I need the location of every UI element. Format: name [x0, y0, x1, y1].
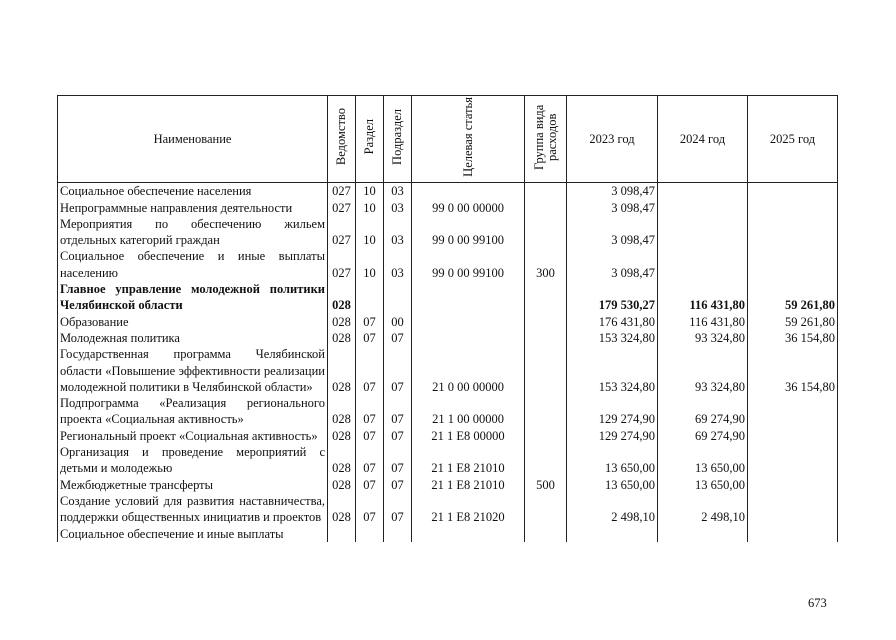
table-row: [58, 183, 838, 200]
cell-target: 99 0 00 99100: [412, 216, 525, 249]
cell-2024: 13 650,00: [658, 444, 748, 477]
table-row: [58, 395, 838, 428]
cell-dept: 028: [328, 395, 356, 428]
cell-name: Непрограммные направления деятельности: [58, 200, 328, 216]
table-row: [58, 428, 838, 444]
cell-2023: [567, 526, 658, 542]
cell-expense-group: [525, 395, 567, 428]
cell-2023: 3 098,47: [567, 200, 658, 216]
cell-subsection: [384, 526, 412, 542]
cell-name: Социальное обеспечение и иные выплаты: [58, 526, 328, 542]
cell-2023: 13 650,00: [567, 444, 658, 477]
cell-expense-group: 500: [525, 477, 567, 493]
cell-dept: 028: [328, 281, 356, 314]
cell-dept: 028: [328, 346, 356, 395]
table-row: [58, 346, 838, 395]
cell-name: Государственная программа Челябинской области «Повышение эффективности реализации молодежной политики в Челябинской области»: [58, 346, 328, 395]
cell-2025: [748, 493, 838, 526]
cell-2025: [748, 428, 838, 444]
cell-2024: [658, 526, 748, 542]
header-2023: 2023 год: [567, 96, 658, 183]
cell-section: 07: [356, 493, 384, 526]
cell-target: 21 1 E8 21020: [412, 493, 525, 526]
cell-2025: [748, 395, 838, 428]
cell-2025: 59 261,80: [748, 314, 838, 330]
cell-subsection: 07: [384, 330, 412, 346]
cell-2024: 116 431,80: [658, 281, 748, 314]
cell-section: [356, 281, 384, 314]
cell-expense-group: [525, 200, 567, 216]
cell-dept: 027: [328, 200, 356, 216]
cell-subsection: 07: [384, 493, 412, 526]
cell-2024: 13 650,00: [658, 477, 748, 493]
cell-target: 21 0 00 00000: [412, 346, 525, 395]
table-row: [58, 248, 838, 281]
cell-2024: [658, 200, 748, 216]
cell-section: 10: [356, 183, 384, 200]
cell-2023: 3 098,47: [567, 248, 658, 281]
cell-target: 99 0 00 00000: [412, 200, 525, 216]
cell-dept: 027: [328, 248, 356, 281]
cell-target: [412, 314, 525, 330]
cell-subsection: 07: [384, 444, 412, 477]
cell-expense-group: [525, 314, 567, 330]
table-row: [58, 493, 838, 526]
cell-target: [412, 183, 525, 200]
cell-expense-group: [525, 493, 567, 526]
table-row: [58, 477, 838, 493]
cell-expense-group: [525, 330, 567, 346]
cell-2025: [748, 444, 838, 477]
cell-dept: 028: [328, 428, 356, 444]
cell-name: Молодежная политика: [58, 330, 328, 346]
header-dept: Ведомство: [328, 96, 356, 183]
header-2024: 2024 год: [658, 96, 748, 183]
cell-2025: [748, 200, 838, 216]
cell-target: [412, 281, 525, 314]
cell-dept: 028: [328, 330, 356, 346]
cell-target: 21 1 E8 21010: [412, 477, 525, 493]
cell-name: Мероприятия по обеспечению жильем отдельных категорий граждан: [58, 216, 328, 249]
budget-table: [57, 95, 838, 542]
cell-subsection: [384, 281, 412, 314]
cell-subsection: 03: [384, 216, 412, 249]
cell-dept: 028: [328, 477, 356, 493]
cell-section: 10: [356, 200, 384, 216]
header-2025: 2025 год: [748, 96, 838, 183]
cell-target: 99 0 00 99100: [412, 248, 525, 281]
cell-2024: 93 324,80: [658, 330, 748, 346]
cell-2025: 36 154,80: [748, 330, 838, 346]
cell-2025: [748, 216, 838, 249]
cell-2024: 2 498,10: [658, 493, 748, 526]
cell-name: Создание условий для развития наставничества, поддержки общественных инициатив и проектов: [58, 493, 328, 526]
cell-name: Региональный проект «Социальная активность»: [58, 428, 328, 444]
cell-subsection: 00: [384, 314, 412, 330]
page-number: 673: [808, 596, 827, 610]
cell-2023: 153 324,80: [567, 346, 658, 395]
cell-expense-group: [525, 526, 567, 542]
cell-section: 07: [356, 428, 384, 444]
cell-expense-group: [525, 346, 567, 395]
cell-section: 07: [356, 477, 384, 493]
cell-expense-group: [525, 216, 567, 249]
cell-name: Образование: [58, 314, 328, 330]
cell-2023: 2 498,10: [567, 493, 658, 526]
cell-dept: 028: [328, 444, 356, 477]
cell-expense-group: [525, 183, 567, 200]
cell-subsection: 07: [384, 477, 412, 493]
cell-name: Межбюджетные трансферты: [58, 477, 328, 493]
cell-dept: 028: [328, 493, 356, 526]
table-row: [58, 216, 838, 249]
header-expense-group: Группа вида расходов: [525, 96, 567, 183]
cell-2024: [658, 248, 748, 281]
cell-target: [412, 330, 525, 346]
cell-2025: [748, 477, 838, 493]
cell-subsection: 03: [384, 248, 412, 281]
header-subsection: Подраздел: [384, 96, 412, 183]
cell-section: 10: [356, 216, 384, 249]
cell-expense-group: [525, 281, 567, 314]
cell-name: Организация и проведение мероприятий с детьми и молодежью: [58, 444, 328, 477]
cell-section: 07: [356, 346, 384, 395]
cell-2023: 129 274,90: [567, 428, 658, 444]
cell-target: 21 1 E8 21010: [412, 444, 525, 477]
cell-subsection: 03: [384, 183, 412, 200]
cell-2023: 153 324,80: [567, 330, 658, 346]
header-target: Целевая статья: [412, 96, 525, 183]
cell-2023: 179 530,27: [567, 281, 658, 314]
cell-expense-group: [525, 444, 567, 477]
table-row: [58, 200, 838, 216]
cell-name: Подпрограмма «Реализация регионального проекта «Социальная активность»: [58, 395, 328, 428]
cell-2024: 69 274,90: [658, 395, 748, 428]
table-row: [58, 444, 838, 477]
cell-name: Социальное обеспечение населения: [58, 183, 328, 200]
cell-section: 07: [356, 314, 384, 330]
cell-name: Социальное обеспечение и иные выплаты населению: [58, 248, 328, 281]
header-name: Наименование: [58, 96, 328, 183]
cell-2024: 69 274,90: [658, 428, 748, 444]
cell-2023: 3 098,47: [567, 216, 658, 249]
cell-2025: 36 154,80: [748, 346, 838, 395]
cell-dept: 027: [328, 216, 356, 249]
cell-2025: [748, 183, 838, 200]
cell-section: 10: [356, 248, 384, 281]
cell-2023: 129 274,90: [567, 395, 658, 428]
cell-expense-group: 300: [525, 248, 567, 281]
table-row: [58, 330, 838, 346]
cell-dept: [328, 526, 356, 542]
cell-section: [356, 526, 384, 542]
cell-dept: 027: [328, 183, 356, 200]
cell-section: 07: [356, 330, 384, 346]
cell-2023: 13 650,00: [567, 477, 658, 493]
cell-subsection: 03: [384, 200, 412, 216]
table-header-row: [58, 96, 838, 183]
cell-expense-group: [525, 428, 567, 444]
cell-dept: 028: [328, 314, 356, 330]
cell-target: [412, 526, 525, 542]
table-row: [58, 314, 838, 330]
cell-2025: [748, 248, 838, 281]
cell-subsection: 07: [384, 428, 412, 444]
cell-2024: [658, 183, 748, 200]
cell-section: 07: [356, 444, 384, 477]
cell-2025: [748, 526, 838, 542]
cell-name: Главное управление молодежной политики Челябинской области: [58, 281, 328, 314]
table-row: [58, 526, 838, 542]
cell-subsection: 07: [384, 395, 412, 428]
table-body: [58, 183, 838, 542]
cell-2025: 59 261,80: [748, 281, 838, 314]
cell-target: 21 1 E8 00000: [412, 428, 525, 444]
cell-2024: 93 324,80: [658, 346, 748, 395]
cell-target: 21 1 00 00000: [412, 395, 525, 428]
cell-2023: 176 431,80: [567, 314, 658, 330]
table-row: [58, 281, 838, 314]
cell-subsection: 07: [384, 346, 412, 395]
cell-2023: 3 098,47: [567, 183, 658, 200]
cell-section: 07: [356, 395, 384, 428]
cell-2024: [658, 216, 748, 249]
header-section: Раздел: [356, 96, 384, 183]
cell-2024: 116 431,80: [658, 314, 748, 330]
